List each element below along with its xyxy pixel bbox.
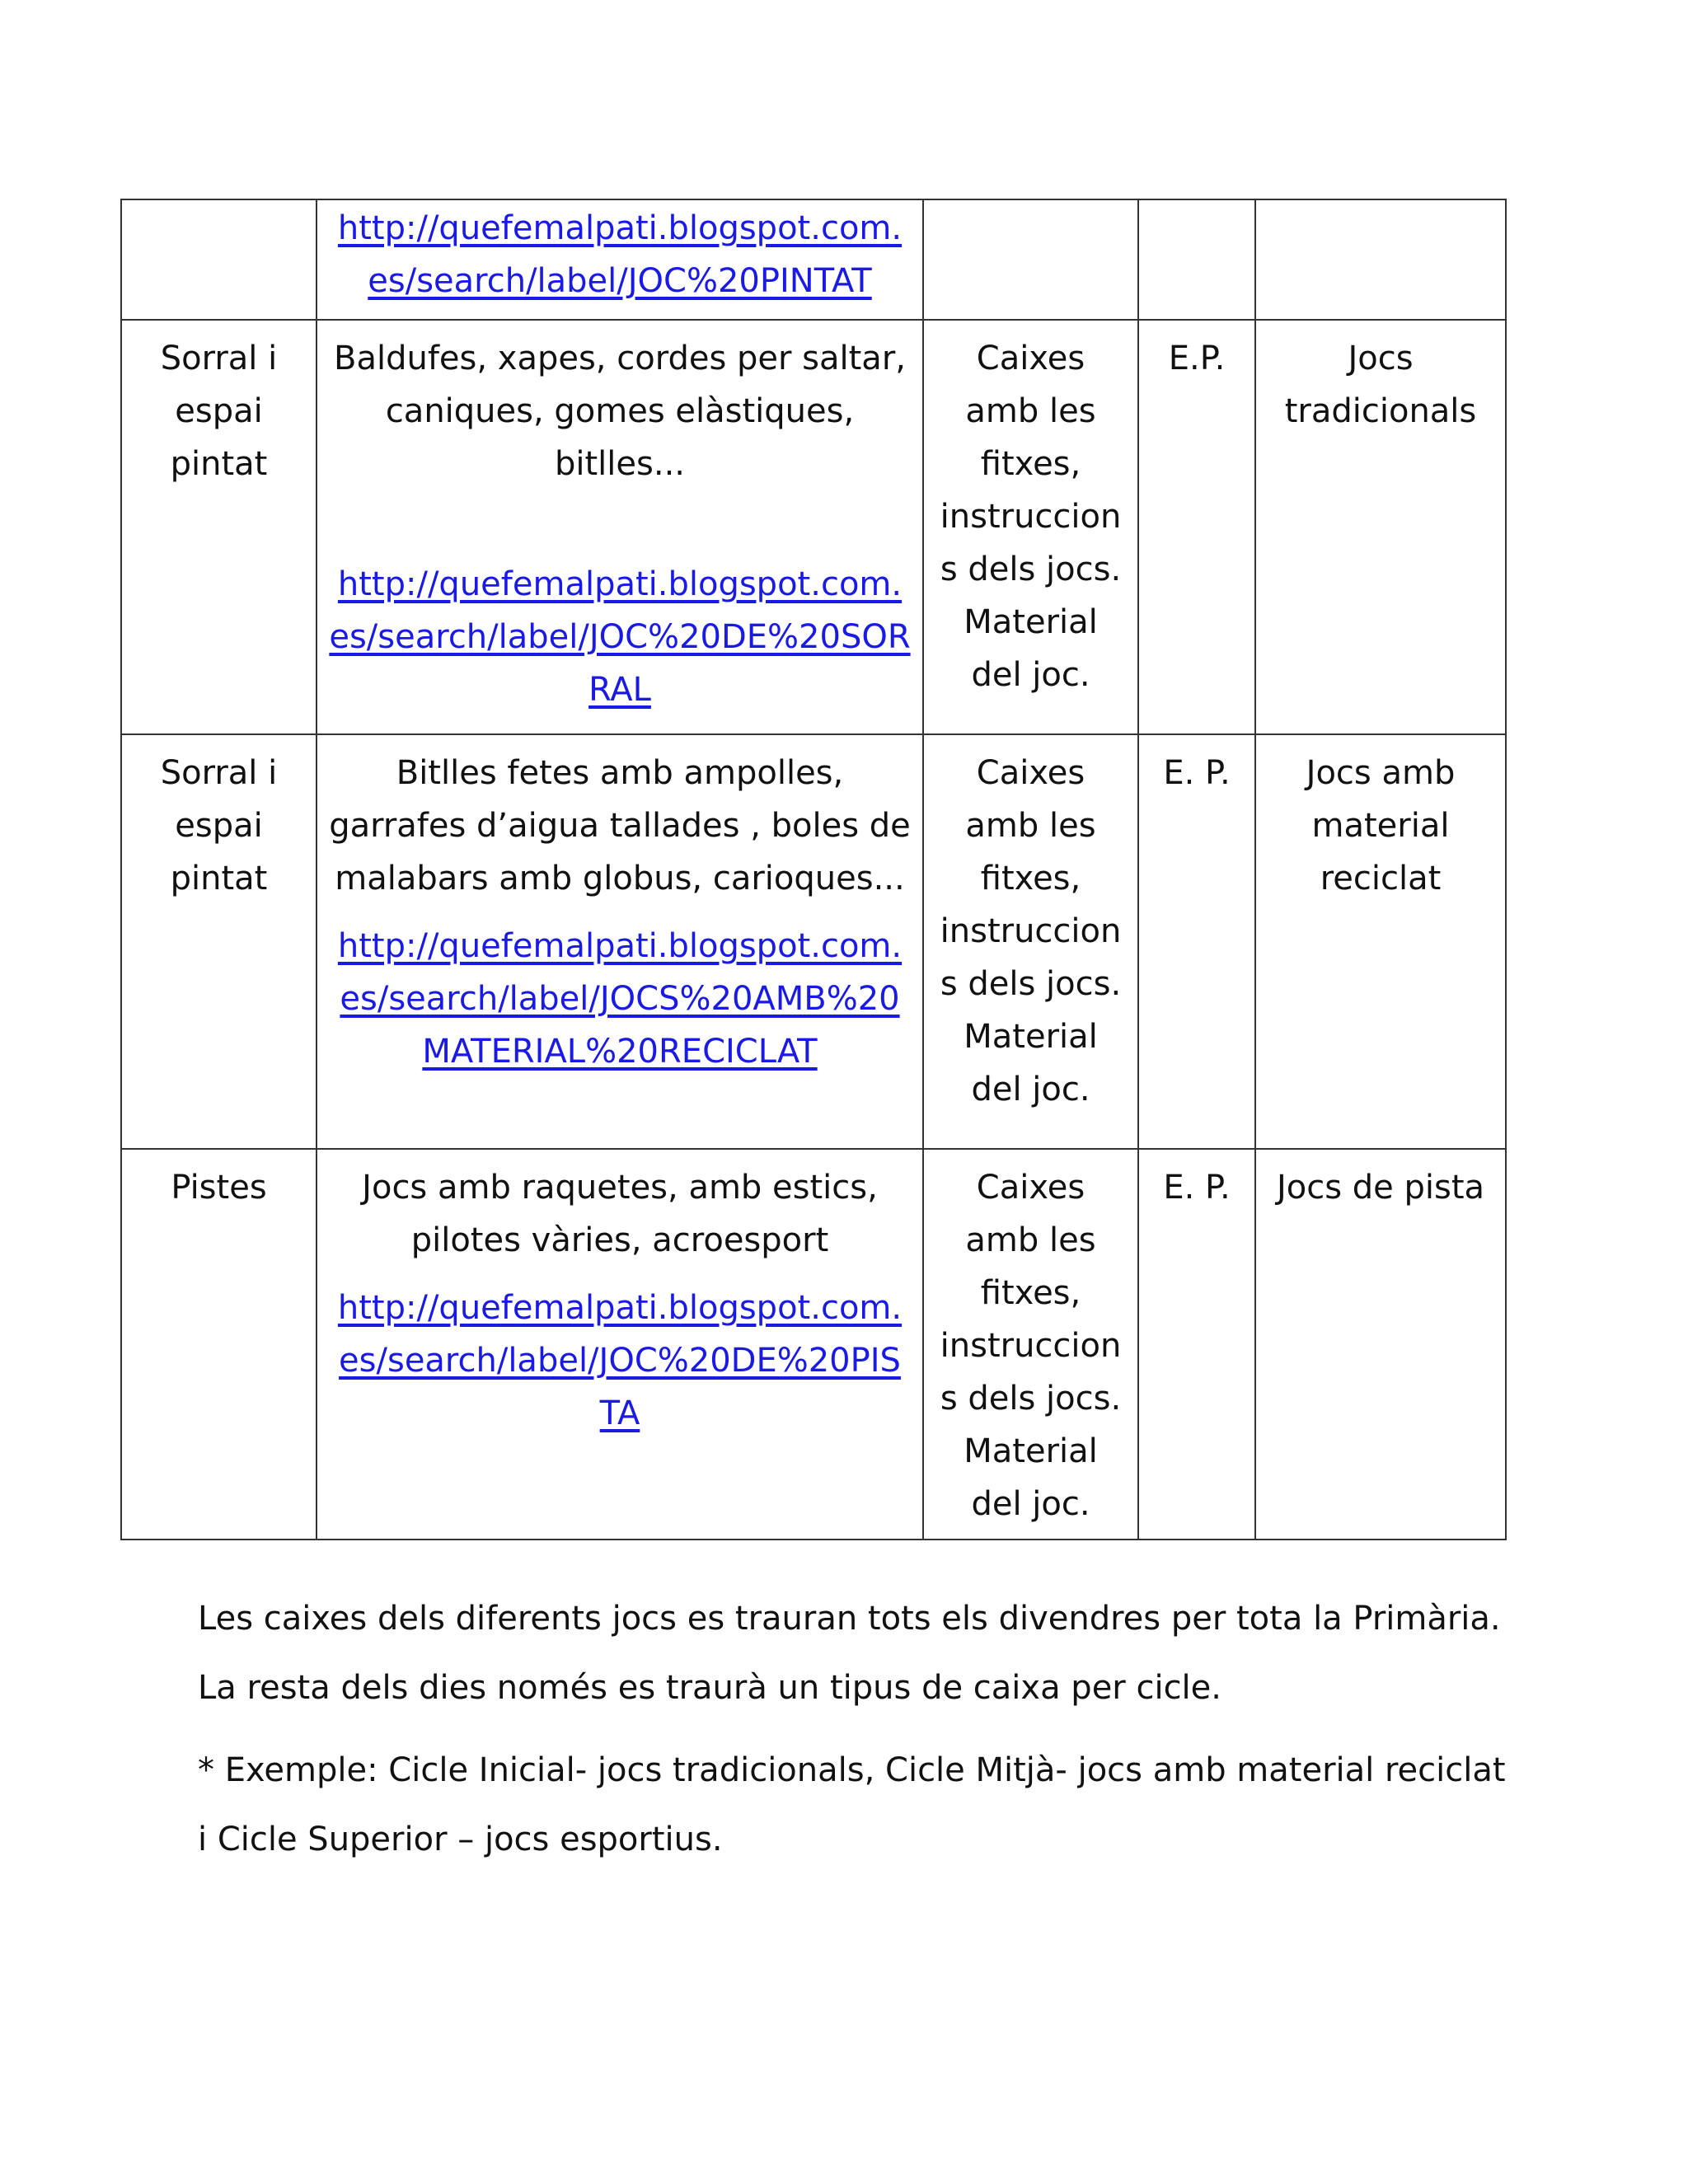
responsible-cell: [1138, 199, 1255, 320]
activity-description: Jocs amb raquetes, amb estics, pilotes vàries, acroesport: [362, 1169, 878, 1259]
example-paragraph: * Exemple: Cicle Inicial- jocs tradicionals, Cicle Mitjà- jocs amb material reciclat i Cicle Superior – jocs esportius.: [198, 1751, 1506, 1858]
place-cell: Sorral i espai pintat: [121, 320, 316, 734]
game-type-cell: [1255, 199, 1506, 320]
responsible-cell: E. P.: [1138, 734, 1255, 1149]
blog-link-joc-de-pista[interactable]: http://quefemalpati.blogspot.com.es/search/label/JOC%20DE%20PISTA: [337, 1289, 903, 1432]
blog-link-joc-pintat[interactable]: http://quefemalpati.blogspot.com.es/search/label/JOC%20PINTAT: [337, 209, 903, 300]
game-type-cell: Jocs amb material reciclat: [1255, 734, 1506, 1149]
activity-cell: [316, 734, 923, 1149]
table-row: [121, 734, 1506, 1149]
blog-link-material-reciclat[interactable]: http://quefemalpati.blogspot.com.es/search/label/JOCS%20AMB%20MATERIAL%20RECICLAT: [337, 927, 903, 1071]
game-type-cell: Jocs tradicionals: [1255, 320, 1506, 734]
materials-cell: Caixes amb les fitxes, instruccions dels jocs. Material del joc.: [923, 1149, 1138, 1540]
activity-cell: [316, 199, 923, 320]
activities-table: [120, 199, 1507, 1540]
notes-section: [198, 1584, 1517, 1887]
materials-cell: [923, 199, 1138, 320]
responsible-cell: E.P.: [1138, 320, 1255, 734]
responsible-cell: E. P.: [1138, 1149, 1255, 1540]
place-cell: Pistes: [121, 1149, 316, 1540]
place-cell: [121, 199, 316, 320]
activity-cell: [316, 320, 923, 734]
materials-cell: Caixes amb les fitxes, instruccions dels jocs. Material del joc.: [923, 734, 1138, 1149]
game-type-cell: Jocs de pista: [1255, 1149, 1506, 1540]
activity-description: Baldufes, xapes, cordes per saltar, caniques, gomes elàstiques, bitlles...: [334, 340, 906, 483]
materials-cell: Caixes amb les fitxes, instruccions dels jocs. Material del joc.: [923, 320, 1138, 734]
activity-cell: [316, 1149, 923, 1540]
activity-description: Bitlles fetes amb ampolles, garrafes d’aigua tallades , boles de malabars amb globus, carioques...: [329, 754, 911, 898]
table-row: [121, 320, 1506, 734]
place-cell: Sorral i espai pintat: [121, 734, 316, 1149]
boxes-schedule-paragraph: Les caixes dels diferents jocs es trauran tots els divendres per tota la Primària. La resta dels dies només es traurà un tipus de caixa per cicle.: [198, 1600, 1501, 1707]
blog-link-joc-de-sorral[interactable]: http://quefemalpati.blogspot.com.es/search/label/JOC%20DE%20SORRAL: [329, 565, 911, 709]
table-row: [121, 1149, 1506, 1540]
table-row: [121, 199, 1506, 320]
